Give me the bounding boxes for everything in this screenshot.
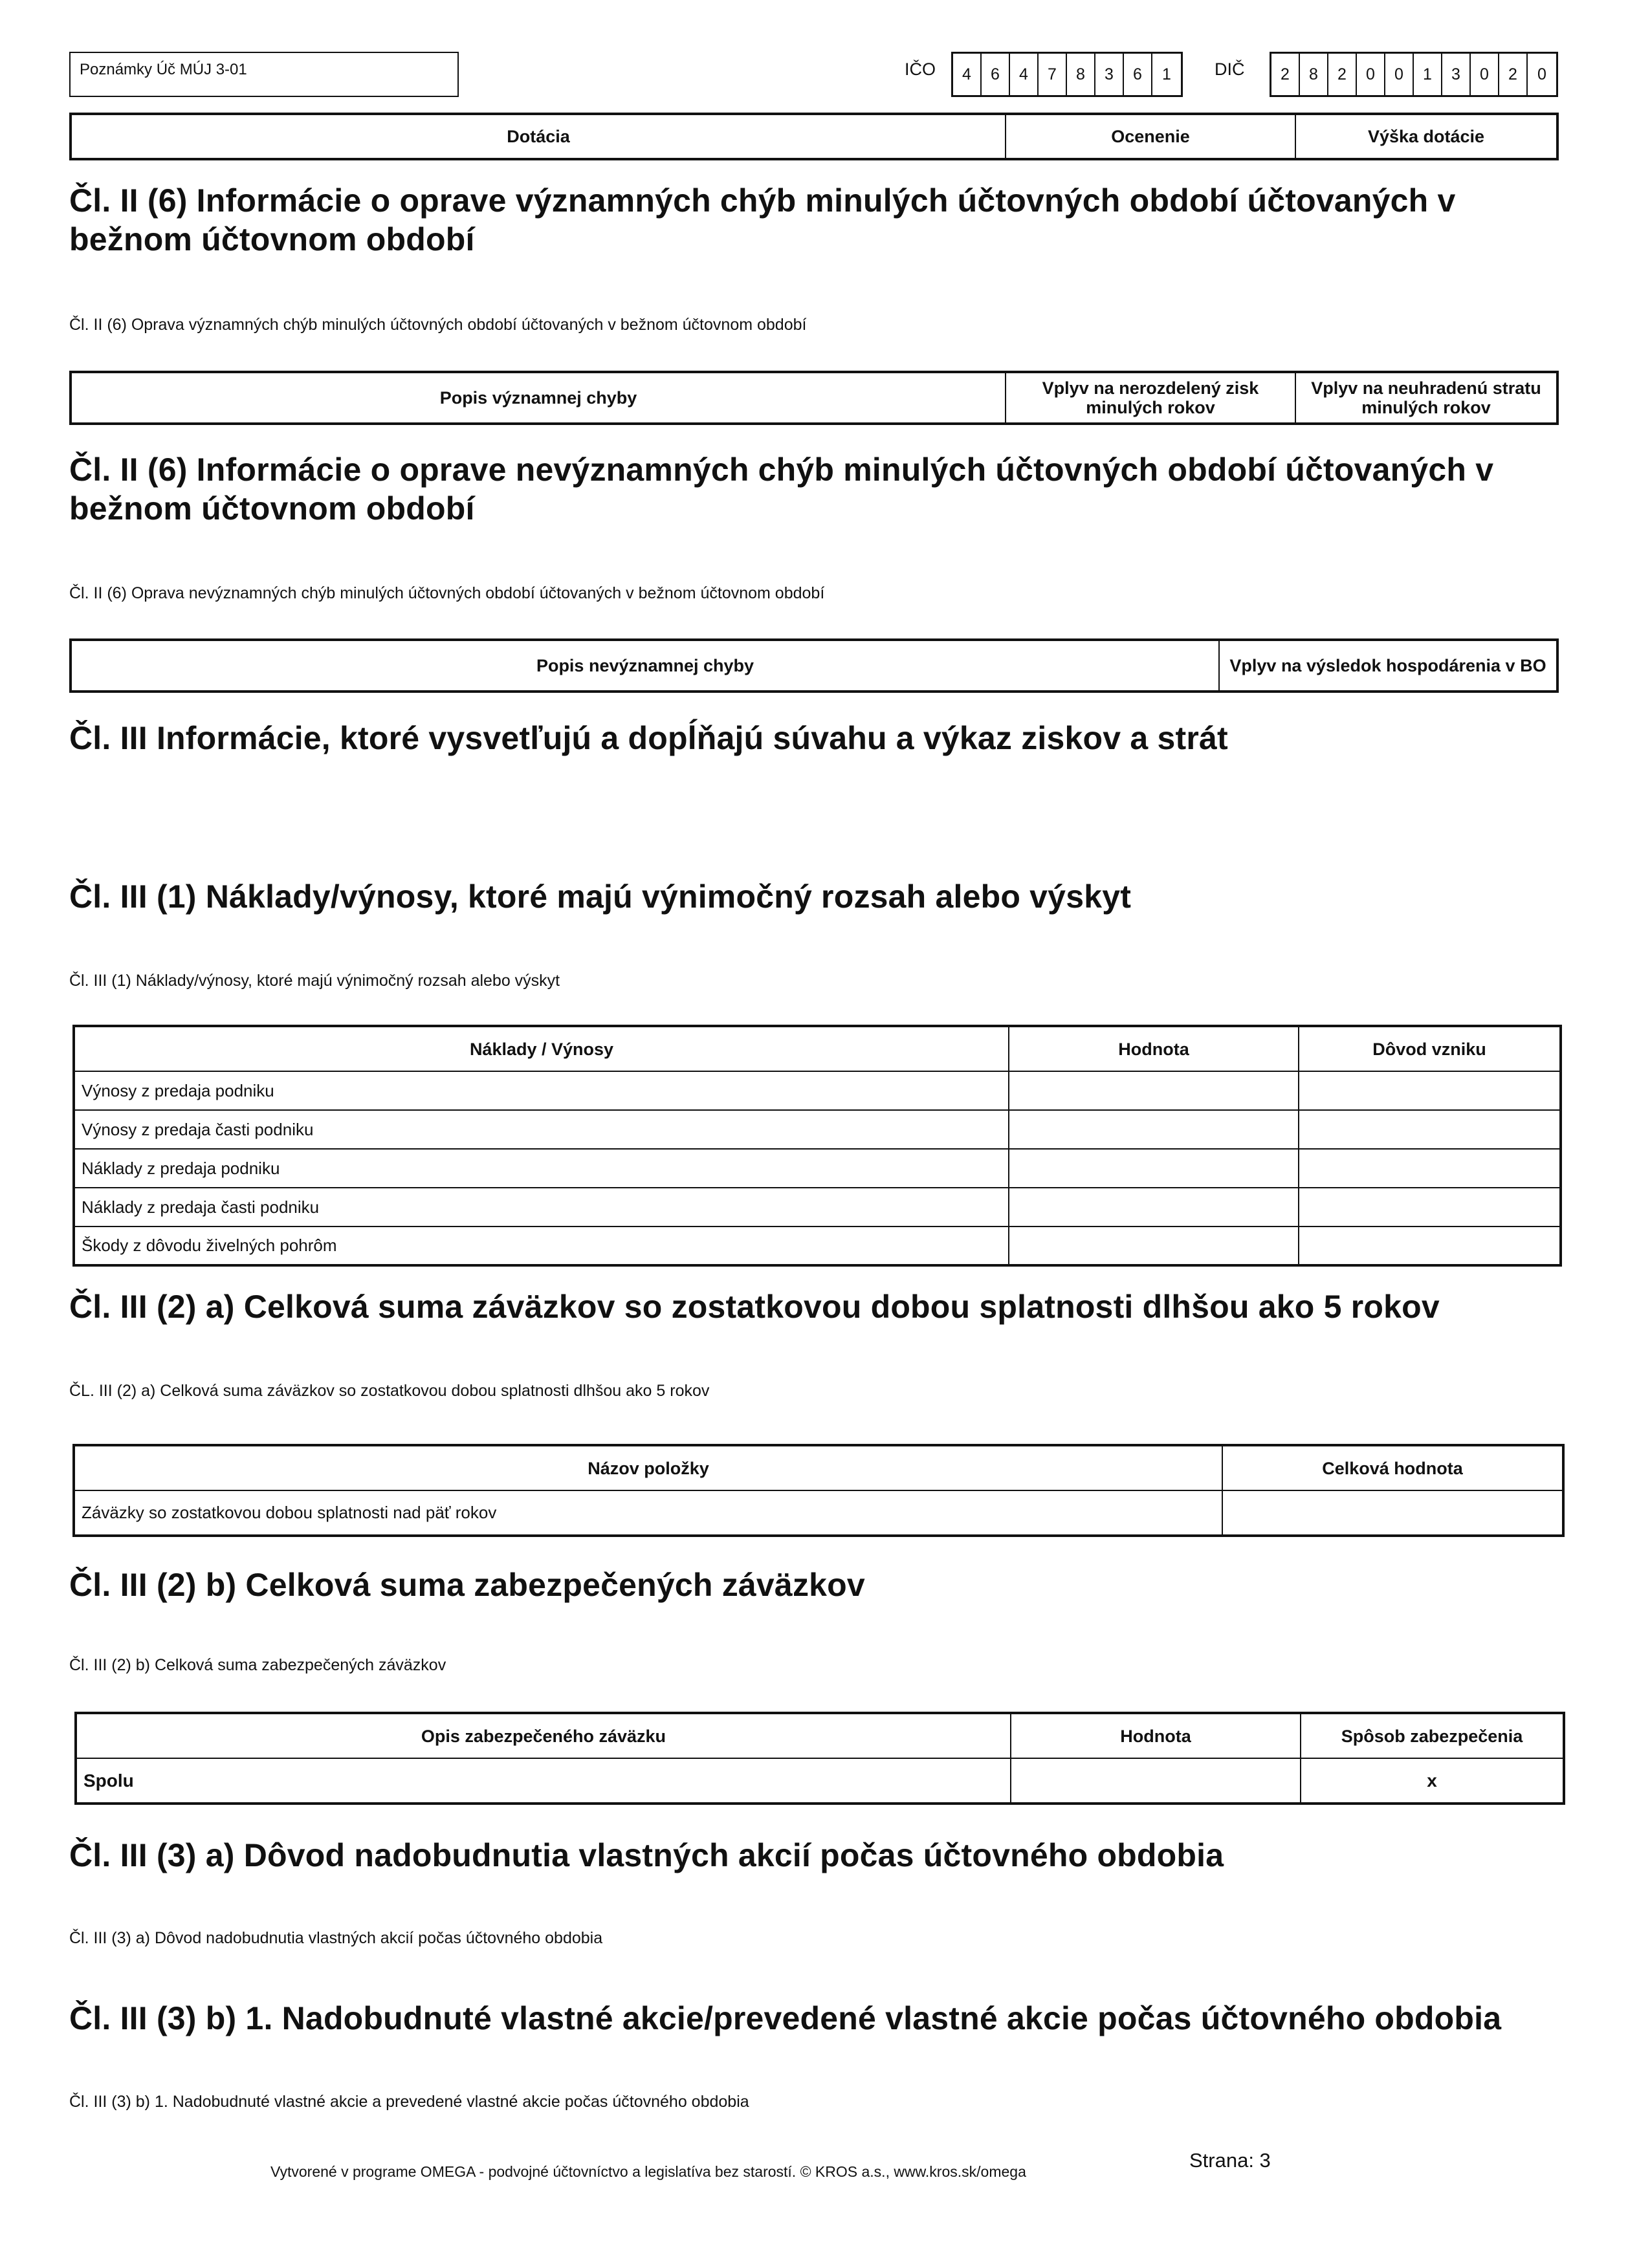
row-label: Záväzky so zostatkovou dobou splatnosti nad päť rokov <box>74 1490 1222 1536</box>
row-value <box>1009 1110 1299 1149</box>
section-heading: Čl. III (1) Náklady/výnosy, ktoré majú výnimočný rozsah alebo výskyt <box>69 878 1132 915</box>
page-number: Strana: 3 <box>1189 2149 1271 2172</box>
dic-digit: 0 <box>1357 54 1385 95</box>
col-header: Hodnota <box>1011 1713 1301 1758</box>
dic-digit: 8 <box>1300 54 1328 95</box>
zabezpecene-zavazky-table <box>74 1712 1565 1805</box>
section-heading: Čl. III (3) a) Dôvod nadobudnutia vlastných akcií počas účtovného obdobia <box>69 1837 1224 1873</box>
ico-digit: 6 <box>1124 54 1152 95</box>
row-value <box>1009 1071 1299 1110</box>
row-label: Výnosy z predaja časti podniku <box>74 1110 1009 1149</box>
section-caption: ČL. III (2) a) Celková suma záväzkov so zostatkovou dobou splatnosti dlhšou ako 5 rokov <box>69 1382 710 1400</box>
table-row <box>74 1071 1561 1110</box>
ico-digit: 8 <box>1067 54 1095 95</box>
row-reason <box>1299 1227 1561 1265</box>
col-header: Spôsob zabezpečenia <box>1301 1713 1564 1758</box>
dotacia-table <box>69 113 1559 160</box>
ico-digit: 1 <box>1162 65 1171 83</box>
section-heading: Čl. III Informácie, ktoré vysvetľujú a dopĺňajú súvahu a výkaz ziskov a strát <box>69 720 1228 756</box>
section-caption: Čl. III (2) b) Celková suma zabezpečených záväzkov <box>69 1656 446 1674</box>
dic-digit: 0 <box>1385 54 1414 95</box>
ico-label: IČO <box>905 60 936 79</box>
ico-digit: 4 <box>953 54 982 95</box>
col-header: Dotácia <box>71 114 1006 159</box>
row-value <box>1009 1227 1299 1265</box>
row-label: Náklady z predaja časti podniku <box>74 1188 1009 1227</box>
nevyznamne-chyby-table <box>69 638 1559 693</box>
col-header: Ocenenie <box>1006 114 1295 159</box>
col-header: Hodnota <box>1009 1026 1299 1071</box>
row-method: x <box>1301 1758 1564 1804</box>
col-header: Vplyv na neuhradenú stratu minulých rokov <box>1295 372 1557 424</box>
table-row <box>74 1188 1561 1227</box>
dic-digit: 0 <box>1537 65 1546 83</box>
dic-digit: 2 <box>1499 54 1528 95</box>
col-header: Popis významnej chyby <box>71 372 1006 424</box>
row-value <box>1009 1188 1299 1227</box>
dic-digit: 2 <box>1328 54 1357 95</box>
table-row <box>76 1758 1564 1804</box>
col-header: Výška dotácie <box>1295 114 1557 159</box>
row-value <box>1009 1149 1299 1188</box>
row-reason <box>1299 1149 1561 1188</box>
dic-digit: 1 <box>1414 54 1442 95</box>
dic-digit: 2 <box>1271 54 1300 95</box>
row-value <box>1222 1490 1563 1536</box>
col-header: Opis zabezpečeného záväzku <box>76 1713 1011 1758</box>
footer-text: Vytvorené v programe OMEGA - podvojné účtovníctvo a legislatíva bez starostí. © KROS a.s., www.kros.sk/omega <box>270 2163 1026 2180</box>
section-caption: Čl. III (3) b) 1. Nadobudnuté vlastné akcie a prevedené vlastné akcie počas účtovného obdobia <box>69 2093 749 2111</box>
form-name: Poznámky Úč MÚJ 3-01 <box>80 61 247 78</box>
dic-label: DIČ <box>1215 60 1245 79</box>
table-row <box>74 1110 1561 1149</box>
section-caption: Čl. II (6) Oprava nevýznamných chýb minulých účtovných období účtovaných v bežnom účtovnom období <box>69 584 825 602</box>
row-label: Škody z dôvodu živelných pohrôm <box>74 1227 1009 1265</box>
col-header: Názov položky <box>74 1445 1222 1490</box>
ico-digit: 3 <box>1095 54 1124 95</box>
section-heading: Čl. III (3) b) 1. Nadobudnuté vlastné akcie/prevedené vlastné akcie počas účtovného obdobia <box>69 2000 1502 2036</box>
section-caption: Čl. III (3) a) Dôvod nadobudnutia vlastných akcií počas účtovného obdobia <box>69 1929 603 1947</box>
form-name-box <box>69 52 459 97</box>
ico-digit: 7 <box>1039 54 1067 95</box>
col-header: Dôvod vzniku <box>1299 1026 1561 1071</box>
section-heading: Čl. II (6) Informácie o oprave nevýznamných chýb minulých účtovných období účtovaných v bežnom účtovnom období <box>69 452 1494 527</box>
col-header: Popis nevýznamnej chyby <box>71 640 1219 692</box>
section-caption: Čl. II (6) Oprava významných chýb minulých účtovných období účtovaných v bežnom účtovnom období <box>69 316 807 334</box>
row-reason <box>1299 1071 1561 1110</box>
col-header: Náklady / Výnosy <box>74 1026 1009 1071</box>
row-reason <box>1299 1110 1561 1149</box>
vyznamne-chyby-table <box>69 371 1559 425</box>
zavazky-5-rokov-table <box>72 1444 1565 1537</box>
ico-digits <box>951 52 1183 97</box>
table-row <box>74 1490 1563 1536</box>
section-caption: Čl. III (1) Náklady/výnosy, ktoré majú výnimočný rozsah alebo výskyt <box>69 972 560 990</box>
dic-digits <box>1270 52 1558 97</box>
table-row <box>74 1149 1561 1188</box>
ico-digit: 6 <box>982 54 1010 95</box>
naklady-vynosy-table <box>72 1025 1562 1267</box>
ico-digit: 4 <box>1010 54 1039 95</box>
col-header: Celková hodnota <box>1222 1445 1563 1490</box>
row-value <box>1011 1758 1301 1804</box>
row-label: Náklady z predaja podniku <box>74 1149 1009 1188</box>
section-heading: Čl. II (6) Informácie o oprave významných chýb minulých účtovných období účtovaných v bežnom účtovnom období <box>69 182 1456 257</box>
col-header: Vplyv na nerozdelený zisk minulých rokov <box>1006 372 1295 424</box>
section-heading: Čl. III (2) b) Celková suma zabezpečených záväzkov <box>69 1567 865 1603</box>
table-row <box>74 1227 1561 1265</box>
col-header: Vplyv na výsledok hospodárenia v BO <box>1219 640 1557 692</box>
row-reason <box>1299 1188 1561 1227</box>
row-label: Výnosy z predaja podniku <box>74 1071 1009 1110</box>
section-heading: Čl. III (2) a) Celková suma záväzkov so zostatkovou dobou splatnosti dlhšou ako 5 rokov <box>69 1289 1440 1325</box>
dic-digit: 0 <box>1471 54 1499 95</box>
row-label: Spolu <box>76 1758 1011 1804</box>
dic-digit: 3 <box>1442 54 1471 95</box>
